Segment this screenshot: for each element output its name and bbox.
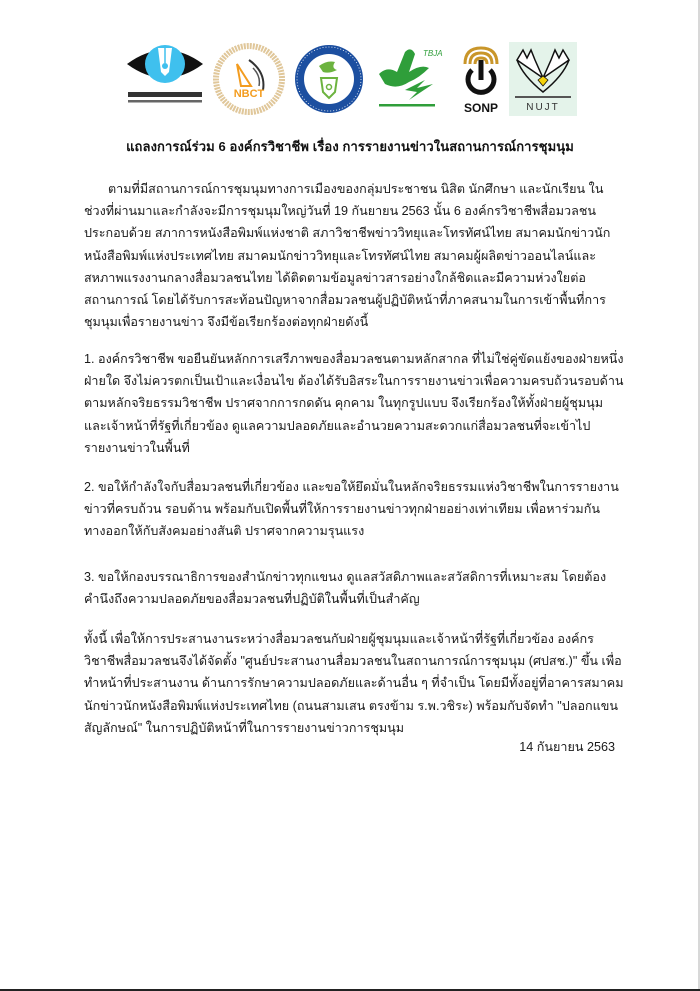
demand-item-3 — [84, 566, 624, 610]
eye-pen-icon — [125, 42, 205, 116]
sonp-logo — [455, 42, 507, 116]
logo-row — [125, 42, 585, 116]
svg-text:NBCT: NBCT — [233, 88, 265, 100]
broadcast-dish-icon — [211, 42, 287, 116]
intro-paragraph — [84, 178, 624, 333]
demand-item-1-text: 1. องค์กรวิชาชีพ ขอยืนยันหลักการเสรีภาพของสื่อมวลชนตามหลักสากล ที่ไม่ใช่คู่ขัดแย้งของฝ่ายหนึ่งฝ่ายใด จึงไม่ควรตกเป็นเป้าและเงื่อนไข ต้องได้รับอิสระในการรายงานข่าวเพื่อความครบถ้วนรอบด้านตามหลักจริยธรรมวิชาชีพ ปราศจากการกดดัน คุกคาม ในทุกรูปแบบ จึงเรียกร้องให้ทั้งฝ่ายผู้ชุมนุม และเจ้าหน้าที่รัฐที่เกี่ยวข้อง ดูแลความปลอดภัยและอำนวยความสะดวกแก่สื่อมวลชนที่จะเข้าไปรายงานข่าวในพื้นที่ — [84, 352, 624, 455]
demand-item-2-text: 2. ขอให้กำลังใจกับสื่อมวลชนที่เกี่ยวข้อง และขอให้ยึดมั่นในหลักจริยธรรมแห่งวิชาชีพในการรายงานข่าวที่ครบถ้วน รอบด้าน พร้อมกับเปิดพื้นที่ให้การรายงานข่าวทุกฝ่ายอย่างเท่าเทียม เพื่อหาร่วมกันทางออกให้กับสังคมอย่างสันติ ปราศจากความรุนแรง — [84, 480, 619, 539]
closing-paragraph — [84, 628, 624, 739]
svg-text:SONP: SONP — [463, 101, 499, 115]
svg-text:NUJT: NUJT — [526, 102, 560, 113]
green-dove-lightning-icon — [371, 42, 447, 116]
demand-item-3-text: 3. ขอให้กองบรรณาธิการของสำนักข่าวทุกแขนง ดูแลสวัสดิภาพและสวัสดิการที่เหมาะสม โดยต้องคำนึงถึงความปลอดภัยของสื่อมวลชนที่ปฏิบัติในพื้นที่เป็นสำคัญ — [84, 570, 607, 607]
thai-journalists-association-logo — [291, 42, 367, 116]
svg-text:TBJA: TBJA — [423, 49, 443, 58]
intro-text: ตามที่มีสถานการณ์การชุมนุมทางการเมืองของกลุ่มประชาชน นิสิต นักศึกษา และนักเรียน ในช่วงที่ผ่านมาและกำลังจะมีการชุมนุมใหญ่วันที่ 19 กันยายน 2563 นั้น 6 องค์กรวิชาชีพสื่อมวลชนประกอบด้วย สภาการหนังสือพิมพ์แห่งชาติ สภาวิชาชีพข่าววิทยุและโทรทัศน์ไทย สมาคมนักข่าวนักหนังสือพิมพ์แห่งประเทศไทย สมาคมนักข่าววิทยุและโทรทัศน์ไทย สมาคมผู้ผลิตข่าวออนไลน์และสหภาพแรงงานกลางสื่อมวลชนไทย ได้ติดตามข้อมูลข่าวสารอย่างใกล้ชิดและมีความห่วงใยต่อสถานการณ์ โดยได้รับการสะท้อนปัญหาจากสื่อมวลชนผู้ปฏิบัติหน้าที่ภาคสนามในการเข้าพื้นที่การชุมนุมเพื่อรายงานข่าว จึงมีข้อเรียกร้องต่อทุกฝ่ายดังนี้ — [84, 182, 611, 330]
tbja-logo — [371, 42, 447, 116]
demand-item-1 — [84, 348, 624, 459]
nujt-logo — [509, 42, 577, 116]
power-signal-icon — [455, 42, 507, 116]
dove-pen-seal-icon — [291, 42, 367, 116]
closing-text: ทั้งนี้ เพื่อให้การประสานงานระหว่างสื่อมวลชนกับฝ่ายผู้ชุมนุมและเจ้าหน้าที่รัฐที่เกี่ยวข้อง องค์กรวิชาชีพสื่อมวลชนจึงได้จัดตั้ง "ศูนย์ประสานงานสื่อมวลชนในสถานการณ์การชุมนุม (ศปสช.)" ขึ้น เพื่อทำหน้าที่ประสานงาน ด้านการรักษาความปลอดภัยและด้านอื่น ๆ ที่จำเป็น โดยมีทั้งอยู่ที่อาคารสมาคมนักข่าวนักหนังสือพิมพ์แห่งประเทศไทย (ถนนสามเสน ตรงข้าม ร.พ.วชิระ) พร้อมกับจัดทำ "ปลอกแขนสัญลักษณ์" ในการปฏิบัติหน้าที่ในการรายงานข่าวการชุมนุม — [84, 632, 624, 735]
document-title: แถลงการณ์ร่วม 6 องค์กรวิชาชีพ เรื่อง การรายงานข่าวในสถานการณ์การชุมนุม — [126, 139, 574, 154]
document-date: 14 กันยายน 2563 — [519, 740, 615, 754]
demand-item-2 — [84, 476, 624, 543]
nbct-logo — [211, 42, 287, 116]
national-press-council-logo — [125, 42, 205, 116]
hands-heart-icon — [509, 42, 577, 116]
